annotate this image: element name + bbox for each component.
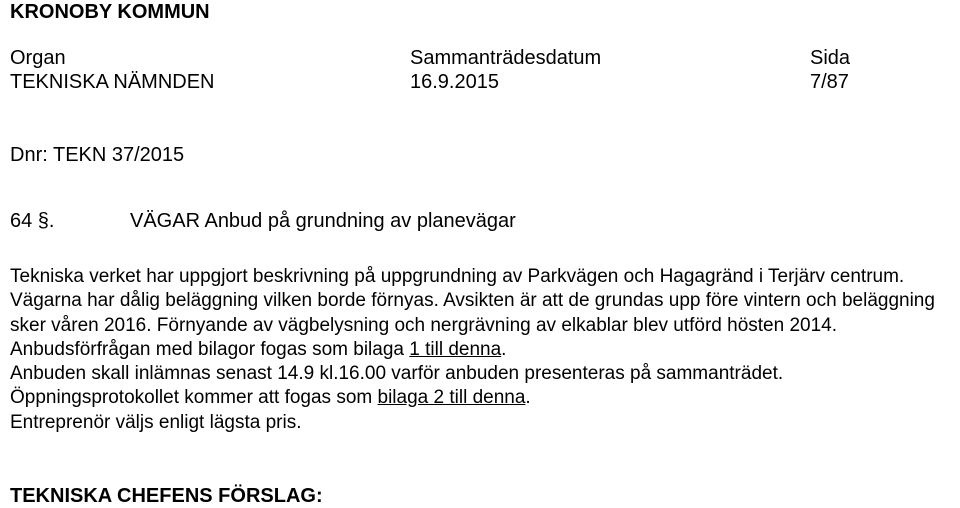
organ-value: TEKNISKA NÄMNDEN [10,71,215,93]
meeting-date-label: Sammanträdesdatum [410,47,602,69]
attachment-1-link[interactable]: 1 till denna [409,338,502,360]
attachment-2-link[interactable]: bilaga 2 till denna [377,387,526,409]
diary-number: Dnr: TEKN 37/2015 [10,144,185,166]
bids-attachment-line [10,338,940,362]
deadline-line: Anbuden skall inlämnas senast 14.9 kl.16.00 varför anbuden presenteras på sammanträdet. [10,363,784,385]
protocol-attachment-line [10,386,940,410]
bids-line-end: . [501,338,507,360]
contractor-line: Entreprenör väljs enligt lägsta pris. [10,411,302,433]
protocol-line-end: . [525,387,531,409]
page-number: 7/87 [810,71,849,93]
proposal-heading: TEKNISKA CHEFENS FÖRSLAG: [10,485,323,507]
body-paragraph: Tekniska verket har uppgjort beskrivning på uppgrundning av Parkvägen och Hagagränd i Terjärv centrum. Vägarna har dålig beläggning vilken borde förnyas. Avsikten är att de grundas upp före vintern och beläggning sker våren 2016. Förnyande av vägbelysning och nergrävning av elkablar blev utförd hösten 2014. [10,266,935,336]
bids-line-text: Anbudsförfrågan med bilagor fogas som bilaga [10,338,410,360]
organ-label: Organ [10,47,66,69]
section-title: VÄGAR Anbud på grundning av planevägar [130,210,516,232]
meeting-date-value: 16.9.2015 [410,71,499,93]
protocol-line-text: Öppningsprotokollet kommer att fogas som [10,387,378,409]
section-body [10,265,940,435]
page-label: Sida [810,47,851,69]
section-number: 64 §. [10,210,55,232]
municipality-name: KRONOBY KOMMUN [10,1,210,23]
section-heading [10,209,516,233]
